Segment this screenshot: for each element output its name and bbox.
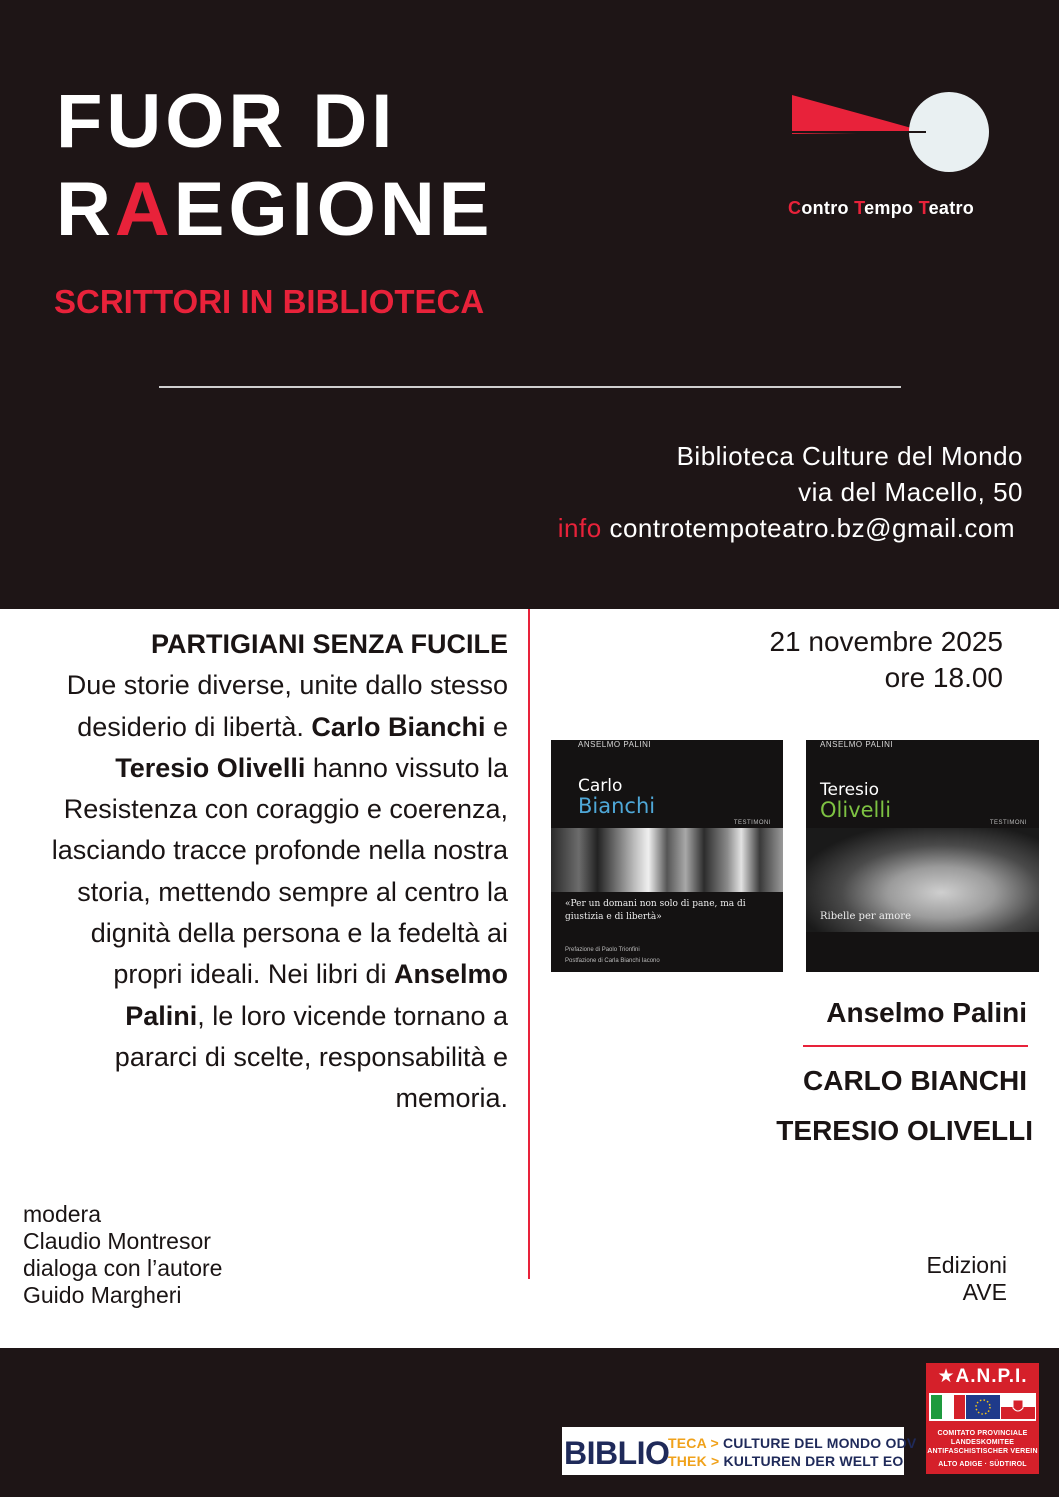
moderator-name: Claudio Montresor (23, 1228, 211, 1254)
book-cover-carlo-bianchi (551, 740, 783, 972)
event-datetime (769, 624, 1003, 696)
anpi-title: ★A.N.P.I. (937, 1366, 1028, 1387)
author-name: Anselmo Palini (826, 997, 1027, 1028)
cover-credits: Prefazione di Paolo Trionfini Postfazione di Carla Bianchi Iacono (565, 947, 660, 964)
author-divider (803, 1045, 1028, 1047)
interviewer-name: Guido Margheri (23, 1282, 182, 1308)
book-title-teresio-olivelli: TERESIO OLIVELLI (776, 1115, 1033, 1146)
cover-first-name: Teresio (820, 780, 880, 800)
book-cover-teresio-olivelli (806, 740, 1039, 972)
description-heading: PARTIGIANI SENZA FUCILE (151, 629, 508, 659)
cover-quote: «Per un domani non solo di pane, ma di giustizia e di libertà» (565, 899, 746, 922)
cover-first-name: Carlo (578, 776, 623, 796)
contact-email[interactable]: controtempoteatro.bz@gmail.com (609, 513, 1015, 543)
anpi-caption: COMITATO PROVINCIALE LANDESKOMITEE ANTIFASCHISTISCHER VEREIN ALTO ADIGE · SÜDTIROL (927, 1430, 1038, 1468)
column-divider (528, 609, 530, 1279)
name-carlo-bianchi: Carlo Bianchi (311, 711, 486, 742)
title-accent-letter: A (114, 167, 174, 252)
description-text: hanno vissuto la Resistenza con coraggio e coerenza, lasciando tracce profonde nella nostra storia, mettendo sempre al centro la dignità della persona e la fedeltà ai propri ideali. (51, 752, 508, 990)
venue-contact (558, 513, 1015, 544)
event-description: PARTIGIANI SENZA FUCILE Due storie diverse, unite dallo stesso desiderio di libertà. Carlo Bianchi e Teresio Olivelli hanno vissuto la Resistenza con coraggio e coerenza, lasciando tracce profonde nella nostra storia, mettendo sempre al centro la dignità della persona e la fedeltà ai propri ideali. Nei libri di Anselmo Palini, le loro vicende tornano a pararci di scelte, responsabilità e memoria. (38, 624, 508, 1120)
cover-series: TESTIMONI (989, 820, 1027, 826)
cover-last-name: Bianchi (578, 794, 656, 818)
cover-photo (551, 828, 783, 892)
biblioteca-logo (562, 1427, 917, 1475)
title-letters-rest: EGIONE (173, 167, 494, 252)
biblio-wordmark: BIBLIO (564, 1435, 670, 1471)
description-text: Nei libri di (267, 959, 394, 990)
name-teresio-olivelli: Teresio Olivelli (115, 752, 306, 783)
anpi-logo (926, 1363, 1039, 1474)
flags-icon (929, 1393, 1036, 1421)
dialogue-label: dialoga con l’autore (23, 1255, 223, 1281)
description-text: , le loro vicende tornano a pararci di scelte, responsabilità e memoria. (114, 1000, 508, 1114)
moderation-block (23, 1201, 222, 1309)
cover-series: TESTIMONI (733, 820, 771, 826)
event-time: ore 18.00 (884, 662, 1003, 693)
title-letter-r: R (56, 167, 115, 252)
venue-name: Biblioteca Culture del Mondo (676, 441, 1023, 471)
moderation-label: modera (23, 1201, 101, 1227)
cover-author: ANSELMO PALINI (820, 740, 894, 749)
cover-quote: Ribelle per amore (820, 911, 911, 922)
event-date: 21 novembre 2025 (769, 626, 1003, 657)
info-label: info (557, 513, 602, 543)
description-text: Due storie diverse, unite dallo stesso desiderio di libertà. (66, 670, 508, 742)
event-title-line-1: FUOR DI (56, 79, 397, 164)
eu-flag-icon (966, 1395, 1000, 1419)
event-subtitle: SCRITTORI IN BIBLIOTECA (54, 283, 485, 320)
biblio-tagline-it: TECA > CULTURE DEL MONDO ODV (668, 1435, 917, 1451)
event-title-line-2 (56, 167, 494, 252)
logo-wordmark: Contro Tempo Teatro (788, 198, 975, 218)
book-title-carlo-bianchi: CARLO BIANCHI (803, 1065, 1027, 1096)
cover-author: ANSELMO PALINI (578, 740, 652, 749)
venue-address: via del Macello, 50 (798, 477, 1023, 507)
divider (159, 386, 901, 388)
cover-last-name: Olivelli (820, 798, 892, 822)
biblio-tagline-de: THEK > KULTUREN DER WELT EO (668, 1453, 904, 1469)
italy-flag-icon (931, 1395, 965, 1419)
publisher: Edizioni AVE (926, 1252, 1007, 1305)
name-author: Anselmo Palini (125, 959, 508, 1031)
south-tyrol-flag-icon (1001, 1395, 1035, 1419)
